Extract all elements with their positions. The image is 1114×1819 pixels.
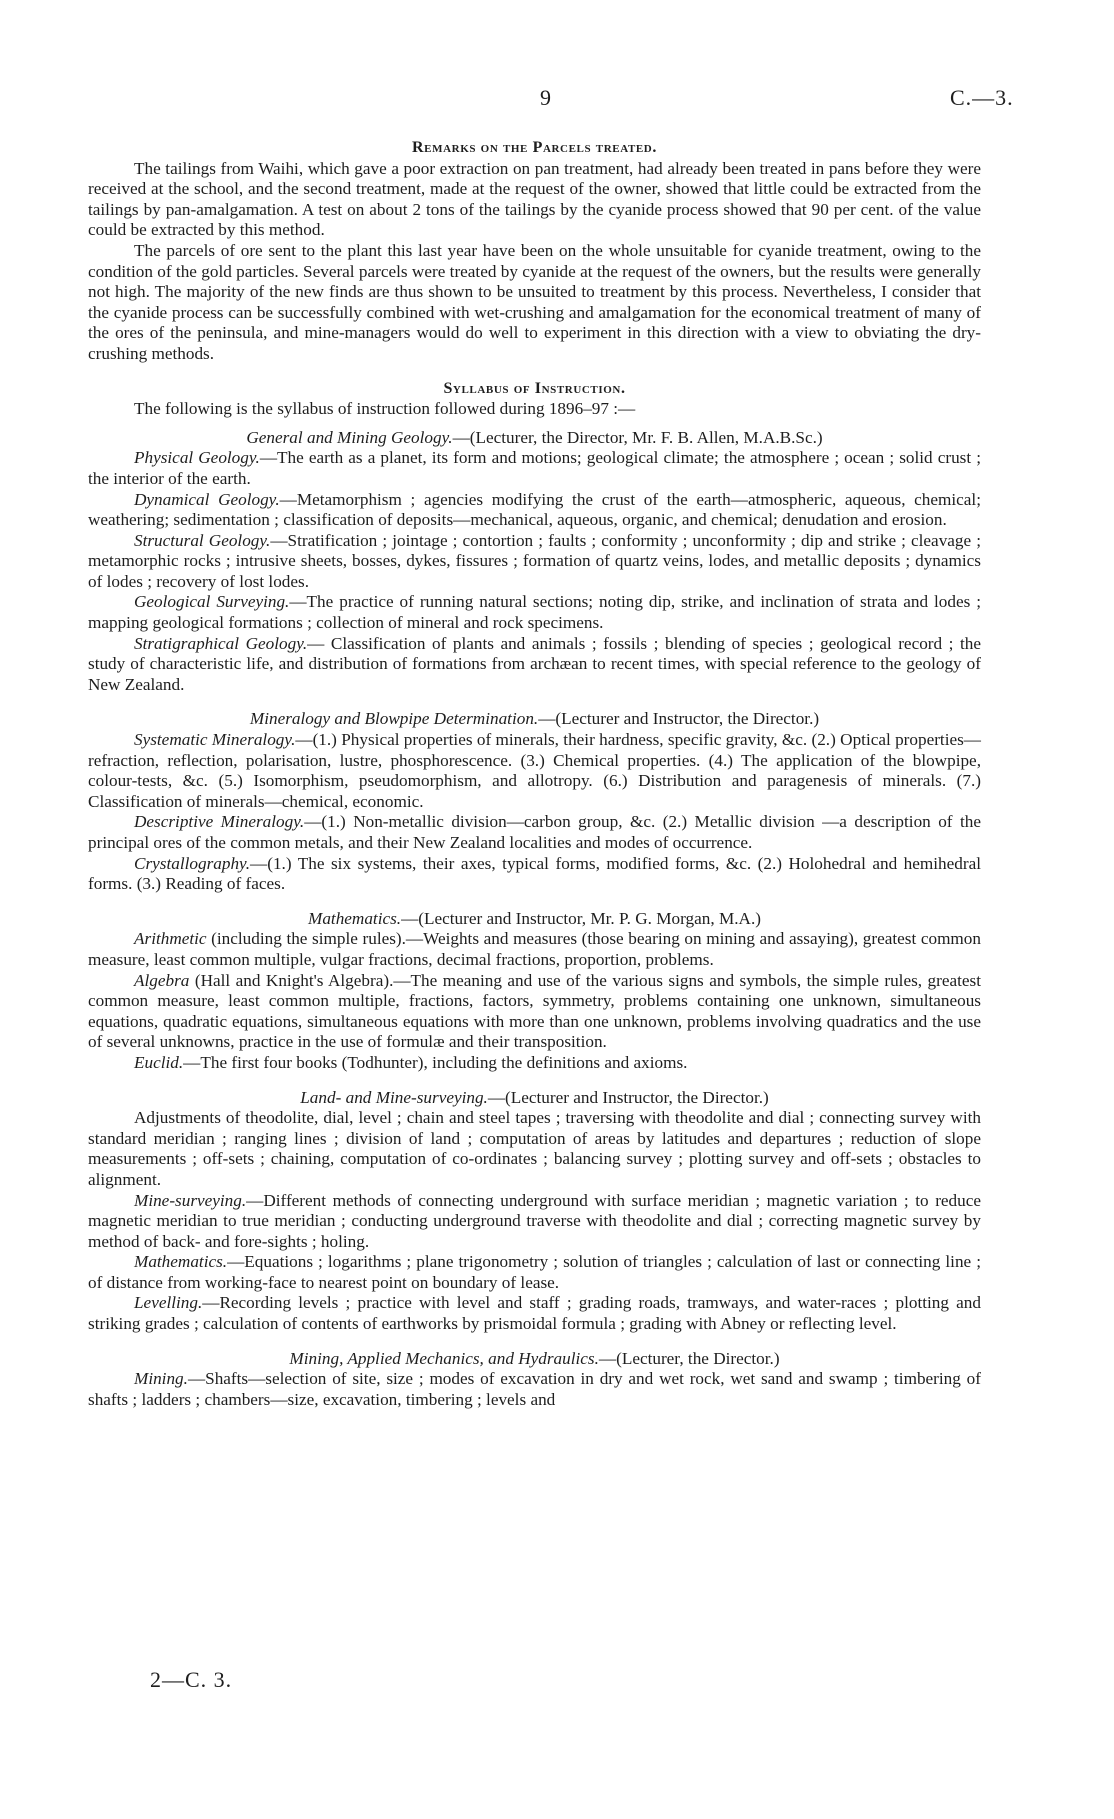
mathematics-item: Algebra (Hall and Knight's Algebra).—The meaning and use of the various signs and symbols, the simple rules, greatest common measure, least common multiple, fractions, factors, symmetry, problems containing one unknown, simultaneous equations, quadratic equations, simultaneous equations with more than one unknown, problems involving quadratics and the use of several unknowns, practice in the use of formulæ and their transposition. [88, 970, 981, 1052]
mathematics-item: Arithmetic (including the simple rules).—Weights and measures (those bearing on mining and assaying), greatest common measure, least common multiple, vulgar fractions, decimal fractions, proportion, problems. [88, 929, 981, 969]
mineralogy-item: Crystallography.—(1.) The six systems, their axes, typical forms, modified forms, &c. (2.) Holohedral and hemihedral forms. (3.) Reading of faces. [88, 853, 981, 894]
geology-item: Stratigraphical Geology.— Classification of plants and animals ; fossils ; blending of species ; geological record ; the study of characteristic life, and distribution of formations from archæan to recent times, with special reference to the geology of New Zealand. [88, 633, 981, 694]
surveying-item: Mine-surveying.—Different methods of connecting underground with surface meridian ; magnetic variation ; to reduce magnetic meridian to true meridian ; conducting underground traverse with theodolite and dial ; correcting magnetic survey by method of back- and fore-sights ; holing. [88, 1190, 981, 1251]
mineralogy-item: Descriptive Mineralogy.—(1.) Non-metallic division—carbon group, &c. (2.) Metallic division —a description of the principal ores of the common metals, and their New Zealand localities and modes of occurrence. [88, 812, 981, 852]
subject-heading-mining-em: Mining, Applied Mechanics, and Hydraulics. [289, 1348, 599, 1368]
subject-heading-mineralogy-em: Mineralogy and Blowpipe Determination. [249, 709, 539, 729]
mining-item: Mining.—Shafts—selection of site, size ; modes of excavation in dry and wet rock, wet sand and swamp ; timbering of shafts ; ladders ; chambers—size, excavation, timbering ; levels and [88, 1369, 981, 1409]
syllabus-intro: The following is the syllabus of instruction followed during 1896–97 :— [134, 399, 636, 419]
subject-heading-geology-rest: —(Lecturer, the Director, Mr. F. B. Allen, M.A.B.Sc.) [452, 427, 823, 447]
mathematics-item: Euclid.—The first four books (Todhunter), including the definitions and axioms. [134, 1052, 688, 1072]
surveying-intro: Adjustments of theodolite, dial, level ; chain and steel tapes ; traversing with theodolite and dial ; connecting survey with standard meridian ; ranging lines ; division of land ; computation of areas by latitudes and departures ; reduction of slope measurements ; off-sets ; chaining, computation of co-ordinates ; balancing survey ; plotting survey and off-sets ; obstacles to alignment. [88, 1108, 981, 1189]
subject-heading-mineralogy-rest: —(Lecturer and Instructor, the Director.) [538, 709, 820, 729]
signature-mark: 2—C. 3. [150, 1667, 233, 1692]
remarks-paragraph-1: The tailings from Waihi, which gave a poor extraction on pan treatment, had already been treated in pans before they were received at the school, and the second treatment, made at the request of the owner, showed that little could be extracted from the tailings by pan-amalgamation. A test on about 2 tons of the tailings by the cyanide process showed that 90 per cent. of the value could be extracted by this method. [88, 158, 981, 240]
remarks-paragraph-2: The parcels of ore sent to the plant this last year have been on the whole unsuitable for cyanide treatment, owing to the condition of the gold particles. Several parcels were treated by cyanide at the request of the owners, but the results were generally not high. The majority of the new finds are thus shown to be unsuited to treatment by this process. Nevertheless, I consider that the cyanide process can be successfully combined with wet-crushing and amalgamation for the economical treatment of many of the ores of the peninsula, and mine-managers would do well to experiment in this direction with a view to obviating the dry-crushing methods. [88, 240, 981, 363]
subject-heading-mining-rest: —(Lecturer, the Director.) [598, 1348, 780, 1368]
subject-heading-geology [88, 428, 981, 449]
subject-heading-mathematics-rest: —(Lecturer and Instructor, Mr. P. G. Morgan, M.A.) [401, 908, 761, 928]
geology-item: Geological Surveying.—The practice of running natural sections; noting dip, strike, and inclination of strata and lodes ; mapping geological formations ; collection of mineral and rock specimens. [88, 592, 981, 633]
subject-heading-mining [88, 1349, 981, 1370]
section-title-remarks: Remarks on the Parcels treated. [412, 139, 657, 156]
page-number: 9 [540, 85, 551, 110]
subject-heading-surveying-rest: —(Lecturer and Instructor, the Director.) [487, 1087, 769, 1107]
mineralogy-item: Systematic Mineralogy.—(1.) Physical properties of minerals, their hardness, specific gravity, &c. (2.) Optical properties—refraction, reflection, polarisation, lustre, phosphorescence. (3.) Chemical properties. (4.) The application of the blowpipe, colour-tests, &c. (5.) Isomorphism, pseudomorphism, and allotropy. (6.) Distribution and paragenesis of minerals. (7.) Classification of minerals—chemical, economic. [88, 730, 981, 811]
subject-heading-mineralogy [88, 709, 981, 730]
section-title-syllabus: Syllabus of Instruction. [443, 379, 626, 397]
subject-heading-mathematics-em: Mathematics. [308, 908, 402, 928]
subject-heading-mathematics [88, 909, 981, 930]
surveying-item: Levelling.—Recording levels ; practice with level and staff ; grading roads, tramways, and water-races ; plotting and striking grades ; calculation of contents of earthworks by prismoidal formula ; grading with Abney or reflecting level. [88, 1293, 981, 1334]
body-text [88, 138, 981, 1410]
subject-heading-surveying-em: Land- and Mine-surveying. [300, 1087, 488, 1107]
subject-heading-surveying [88, 1088, 981, 1109]
surveying-item: Mathematics.—Equations ; logarithms ; plane trigonometry ; solution of triangles ; calculation of last or connecting line ; of distance from working-face to nearest point on boundary of lease. [88, 1252, 981, 1292]
document-reference: C.—3. [950, 85, 1014, 110]
geology-item: Dynamical Geology.—Metamorphism ; agencies modifying the crust of the earth—atmospheric, aqueous, chemical; weathering; sedimentation ; classification of deposits—mechanical, aqueous, organic, and chemical; denudation and erosion. [88, 489, 981, 530]
subject-heading-geology-em: General and Mining Geology. [246, 427, 453, 447]
geology-item: Physical Geology.—The earth as a planet, its form and motions; geological climate; the atmosphere ; ocean ; solid crust ; the interior of the earth. [88, 448, 981, 488]
geology-item: Structural Geology.—Stratification ; jointage ; contortion ; faults ; conformity ; unconformity ; dip and strike ; cleavage ; metamorphic rocks ; intrusive sheets, bosses, dykes, fissures ; formation of quartz veins, lodes, and metallic deposits ; dynamics of lodes ; recovery of lost lodes. [88, 530, 981, 591]
